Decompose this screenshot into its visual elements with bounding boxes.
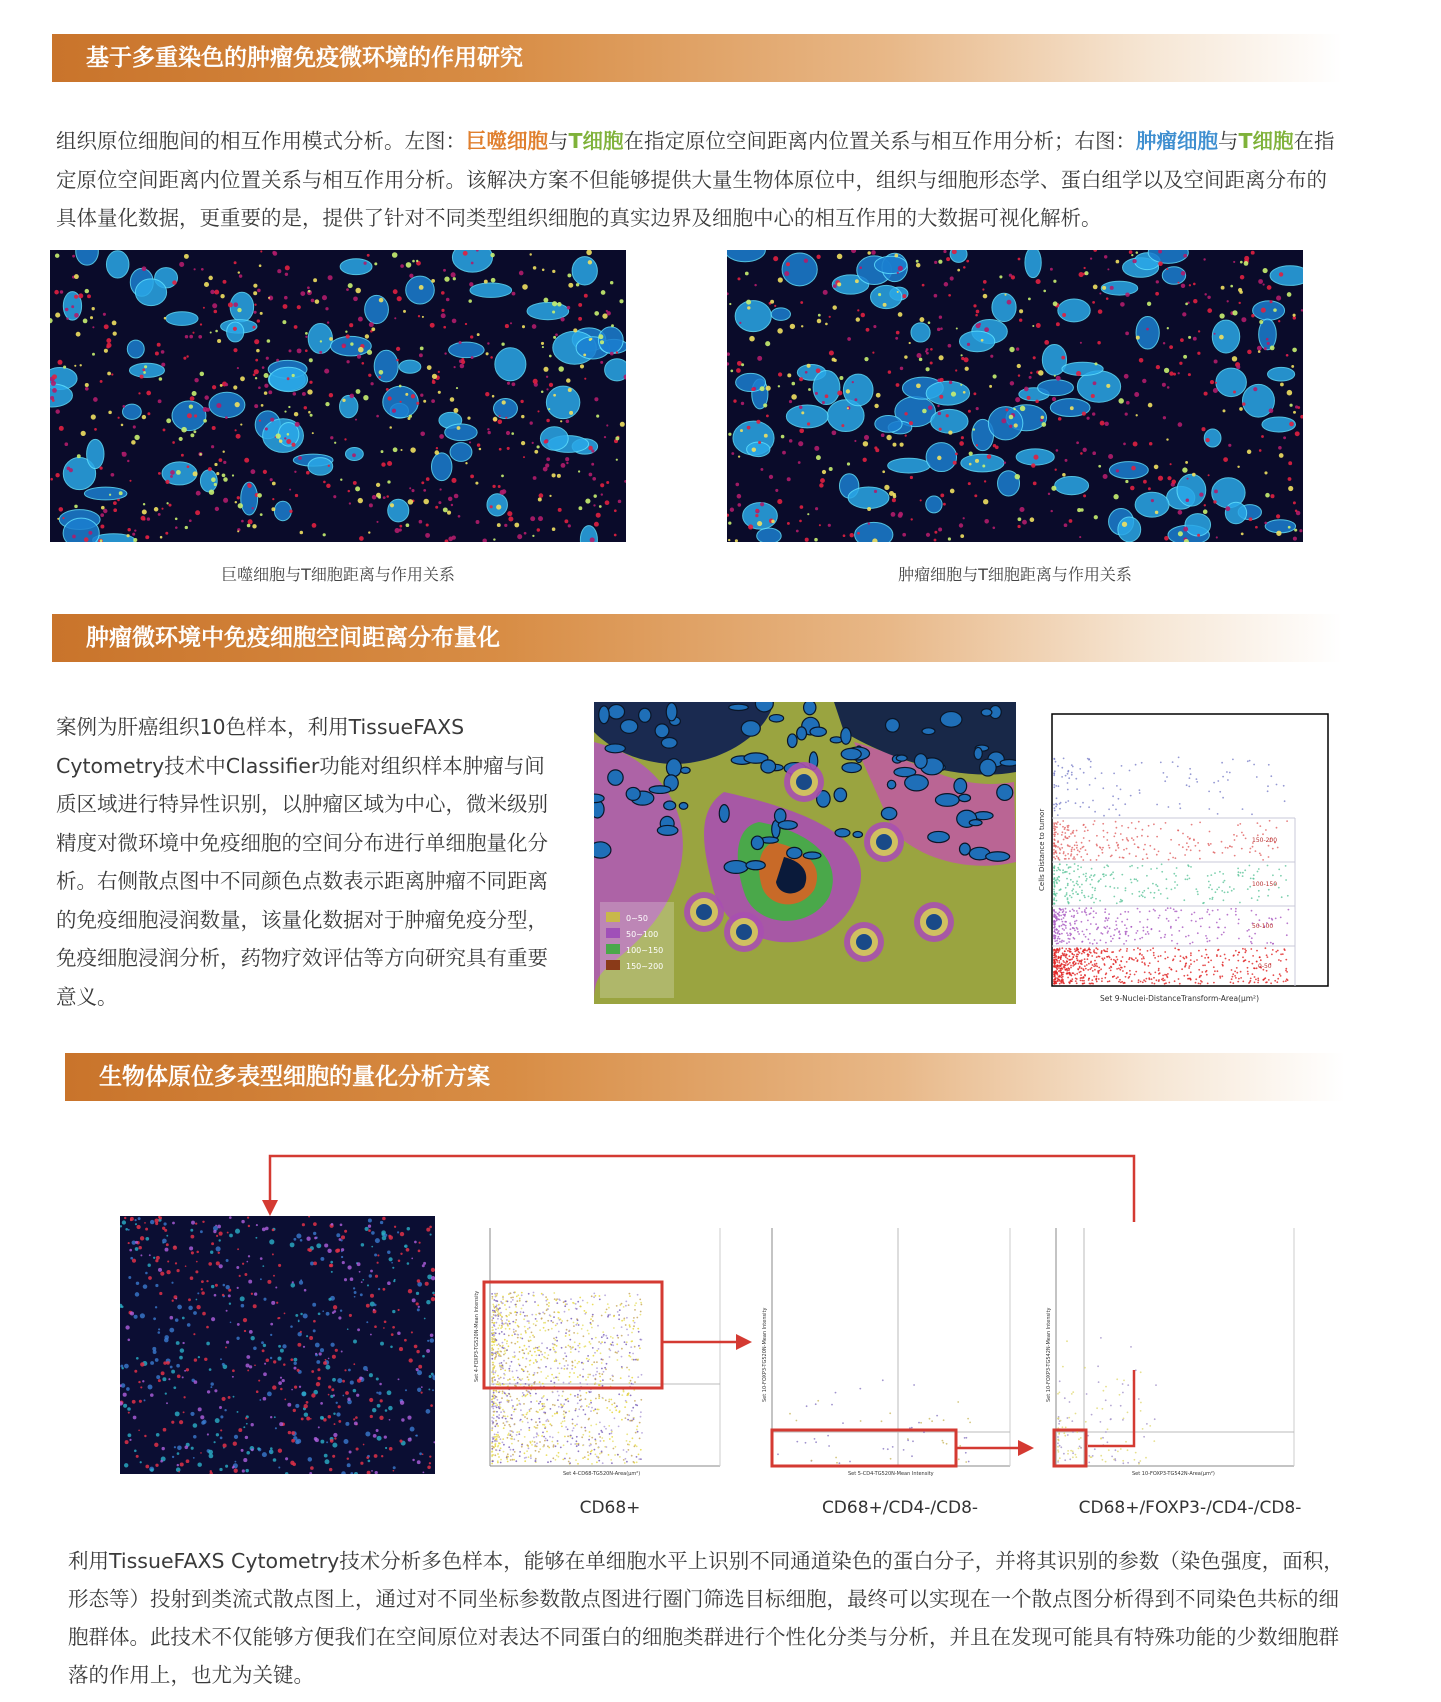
band-label: 150-200	[1252, 837, 1278, 844]
y-axis-label: Set 10-FOXP3-TG520N-Mean Intensity	[762, 1307, 768, 1402]
para-text: 与	[548, 129, 569, 153]
arrow-head-right	[1018, 1440, 1034, 1456]
para-text: 在指定原位空间距离内位置关系与相互作用分析。该解决方案不但能够提供大量生物体原位中，组织与细胞形态学、蛋白组学以及空间距离分布的具体量化数据，更重要的是，提供了针对不同类型组织细胞的真实边界及细胞中心的相互作用的大数据可视化解析。	[56, 129, 1335, 230]
section2-paragraph: 案例为肝癌组织10色样本，利用TissueFAXS Cytometry技术中Classifier功能对组织样本肿瘤与间质区域进行特异性识别，以肿瘤区域为中心，微米级别精度对微环境中免疫细胞的空间分布进行单细胞量化分析。右侧散点图中不同颜色点数表示距离肿瘤不同距离的免疫细胞浸润数量，该量化数据对于肿瘤免疫分型，免疫细胞浸润分析，药物疗效评估等方向研究具有重要意义。	[56, 715, 548, 1009]
section3-paragraph: 利用TissueFAXS Cytometry技术分析多色样本，能够在单细胞水平上识别不同通道染色的蛋白分子，并将其识别的参数（染色强度，面积，形态等）投射到类流式散点图上，通过对不同坐标参数散点图进行圈门筛选目标细胞，最终可以实现在一个散点图分析得到不同染色共标的细胞群体。此技术不仅能够方便我们在空间原位对表达不同蛋白的细胞类群进行个性化分类与分析，并且在发现可能具有特殊功能的少数细胞群落的作用上，也尤为关键。	[68, 1549, 1344, 1687]
section1-paragraph	[56, 122, 1346, 238]
y-axis-label: Cells Distance to tumor	[1038, 808, 1046, 891]
band-label: 0-50	[1258, 963, 1272, 970]
x-axis-label: Set 5-CD4-TG520N-Mean Intensity	[848, 1471, 934, 1477]
classifier-map	[594, 702, 1016, 1004]
y-axis-label: Set 10-FOXP3-TG542N-Mean Intensity	[1046, 1307, 1052, 1402]
liver-cancer-classifier-image	[594, 702, 1016, 1004]
x-axis-label: Set 9-Nuclei-DistanceTransform-Area(μm²)	[1100, 994, 1259, 1003]
feedback-connector	[1088, 1370, 1134, 1446]
para-text: 在指定原位空间距离内位置关系与相互作用分析；右图：	[623, 129, 1136, 153]
para-text: 组织原位细胞间的相互作用模式分析。左图：	[56, 129, 466, 153]
x-axis-label: Set 4-CD68-TG520N-Area(μm²)	[563, 1471, 641, 1477]
micrograph-left	[50, 250, 626, 542]
distance-scatter-plot	[1030, 706, 1340, 1012]
highlight-tcell: T细胞	[568, 129, 624, 153]
highlight-tumor-cell: 肿瘤细胞	[1135, 129, 1218, 153]
x-axis-label: Set 10-FOXP3-TG542N-Area(μm²)	[1132, 1471, 1215, 1477]
band-label: 50-100	[1252, 923, 1274, 930]
gate-caption-2: CD68+/CD4-/CD8-	[821, 1498, 979, 1518]
legend-label: 100~150	[626, 946, 664, 955]
gate-connector-arrows	[0, 1300, 1441, 1500]
legend-label: 0~50	[626, 914, 648, 923]
distance-scatter-svg	[1030, 706, 1340, 1012]
caption-right: 肿瘤细胞与T细胞距离与作用关系	[898, 565, 1132, 584]
arrow-head-down	[262, 1200, 278, 1216]
band-label: 100-150	[1252, 881, 1278, 888]
caption-left: 巨噬细胞与T细胞距离与作用关系	[221, 565, 455, 584]
section-banner-2	[52, 614, 1342, 662]
legend-label: 150~200	[626, 962, 664, 971]
arrow-head-right	[736, 1334, 752, 1350]
tumor-tcell-image	[727, 250, 1303, 542]
section-banner-3	[65, 1053, 1345, 1101]
para-text: 与	[1217, 129, 1239, 153]
section-banner-1	[52, 34, 1342, 82]
gate-caption-3: CD68+/FOXP3-/CD4-/CD8-	[1078, 1498, 1302, 1518]
y-axis-label: Set 4-FOXP3-TG520N-Mean Intensity	[474, 1290, 480, 1382]
highlight-macrophage: 巨噬细胞	[466, 129, 548, 153]
highlight-tcell: T细胞	[1238, 129, 1294, 153]
section-title-3: 生物体原位多表型细胞的量化分析方案	[99, 1064, 490, 1090]
macrophage-tcell-image	[50, 250, 626, 542]
gate-caption-1: CD68+	[579, 1498, 641, 1518]
micrograph-right	[727, 250, 1303, 542]
section-title-1: 基于多重染色的肿瘤免疫微环境的作用研究	[86, 45, 523, 71]
section-title-2: 肿瘤微环境中免疫细胞空间距离分布量化	[86, 625, 500, 651]
legend-label: 50~100	[626, 930, 659, 939]
